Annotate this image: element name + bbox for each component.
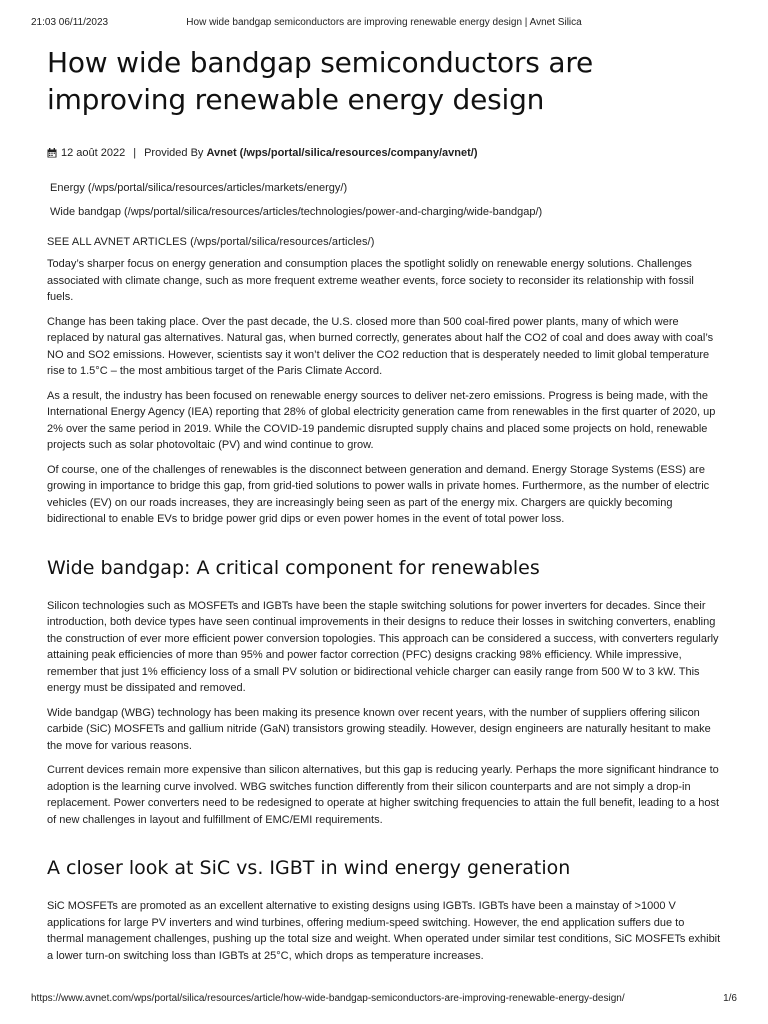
provider-link[interactable]: Avnet (/wps/portal/silica/resources/company/avnet/) [206, 147, 478, 159]
paragraph: SiC MOSFETs are promoted as an excellent alternative to existing designs using IGBTs. IGBTs have been a mainstay of >1000 V applications for large PV inverters and wind turbines, offering medium-speed switching. However, the end application suffers due to thermal management challenges, pushing up the total size and weight. When operated under similar test conditions, SiC MOSFETs exhibit a lower turn-on switching loss than IGBTs at 25°C, which drops as temperature increases. [47, 900, 721, 962]
article [47, 44, 722, 964]
paragraph: Current devices remain more expensive than silicon alternatives, but this gap is reducing yearly. Perhaps the more significant hindrance to adoption is the learning curve involved. WBG switches function differently from their silicon counterparts and are not simply a drop-in replacement. Power converters need to be redesigned to operate at higher switching frequencies to attain the full benefit, leading to a host of new challenges in layout and fulfillment of EMC/EMI requirements. [47, 764, 720, 826]
article-meta [47, 145, 722, 161]
paragraph: As a result, the industry has been focused on renewable energy sources to deliver net-zero emissions. Progress is being made, with the International Energy Agency (IEA) reporting that 28% of global electricity generation came from renewables in the first quarter of 2020, up 2% over the same period in 2019. While the COVID-19 pandemic disrupted supply chains and placed some projects on hold, renewable projects such as solar photovoltaic (PV) and wind continue to grow. [47, 389, 716, 451]
provided-by-label: Provided By [144, 147, 204, 159]
article-date: 12 août 2022 [61, 147, 126, 159]
tag-energy[interactable]: Energy (/wps/portal/silica/resources/articles/markets/energy/) [50, 182, 348, 194]
paragraph: Silicon technologies such as MOSFETs and IGBTs have been the staple switching solutions for power inverters for decades. Since their introduction, both device types have seen continual improvements in their designs to reduce their losses in switching converters, enabling the construction of ever more efficient power conversion topologies. This approach can be considered a success, with converters regularly attaining peak efficiencies of more than 95% and power factor correction (PFC) designs cracking 98% efficiency. While impressive, remember that just 1% efficiency loss of a small PV solution or bidirectional vehicle charger can easily range from 500 W to 3 kW. This energy must be dissipated and removed. [47, 599, 719, 694]
print-page-number: 1/6 [723, 993, 737, 1004]
section-heading: Wide bandgap: A critical component for renewables [47, 556, 540, 579]
paragraph: Wide bandgap (WBG) technology has been making its presence known over recent years, with the number of suppliers offering silicon carbide (SiC) MOSFETs and gallium nitride (GaN) transistors growing steadily. However, design engineers are naturally hesitant to make the move for various reasons. [47, 706, 711, 752]
calendar-icon [47, 148, 57, 158]
paragraph: Change has been taking place. Over the past decade, the U.S. closed more than 500 coal-fired power plants, many of which were replaced by natural gas alternatives. Natural gas, when burned correctly, generates about half the CO2 of coal and does away with coal’s NO and SO2 emissions. However, scientists say it won’t deliver the CO2 reduction that is desperately needed to limit global temperature rise to 1.5°C – the most ambitious target of the Paris Climate Accord. [47, 315, 714, 377]
see-all-articles-link[interactable]: SEE ALL AVNET ARTICLES (/wps/portal/silica/resources/articles/) [47, 236, 375, 248]
print-page-title: How wide bandgap semiconductors are improving renewable energy design | Avnet Silica [186, 17, 582, 28]
print-url: https://www.avnet.com/wps/portal/silica/resources/article/how-wide-bandgap-semiconductors-are-improving-renewable-energy-design/ [31, 993, 625, 1004]
meta-separator: | [133, 147, 137, 159]
section-heading: A closer look at SiC vs. IGBT in wind energy generation [47, 857, 571, 879]
tag-wide-bandgap[interactable]: Wide bandgap (/wps/portal/silica/resources/articles/technologies/power-and-charging/wide-bandgap/) [50, 206, 543, 218]
article-title: How wide bandgap semiconductors are improving renewable energy design [47, 46, 594, 116]
print-timestamp: 21:03 06/11/2023 [31, 17, 109, 28]
paragraph: Of course, one of the challenges of renewables is the disconnect between generation and demand. Energy Storage Systems (ESS) are growing in importance to bridge this gap, from grid-tied solutions to power walls in private homes. Furthermore, as the number of electric vehicles (EV) on our roads increases, they are increasingly being seen as part of the energy mix. Chargers are quickly becoming bidirectional to enable EVs to bridge power grid dips or even power homes in the event of total power loss. [47, 463, 710, 525]
paragraph: Today’s sharper focus on energy generation and consumption places the spotlight solidly on renewable energy solutions. Challenges associated with climate change, such as more frequent extreme weather events, force society to reconsider its relationship with fossil fuels. [47, 258, 694, 303]
print-footer [31, 993, 737, 1007]
print-header [31, 17, 737, 31]
